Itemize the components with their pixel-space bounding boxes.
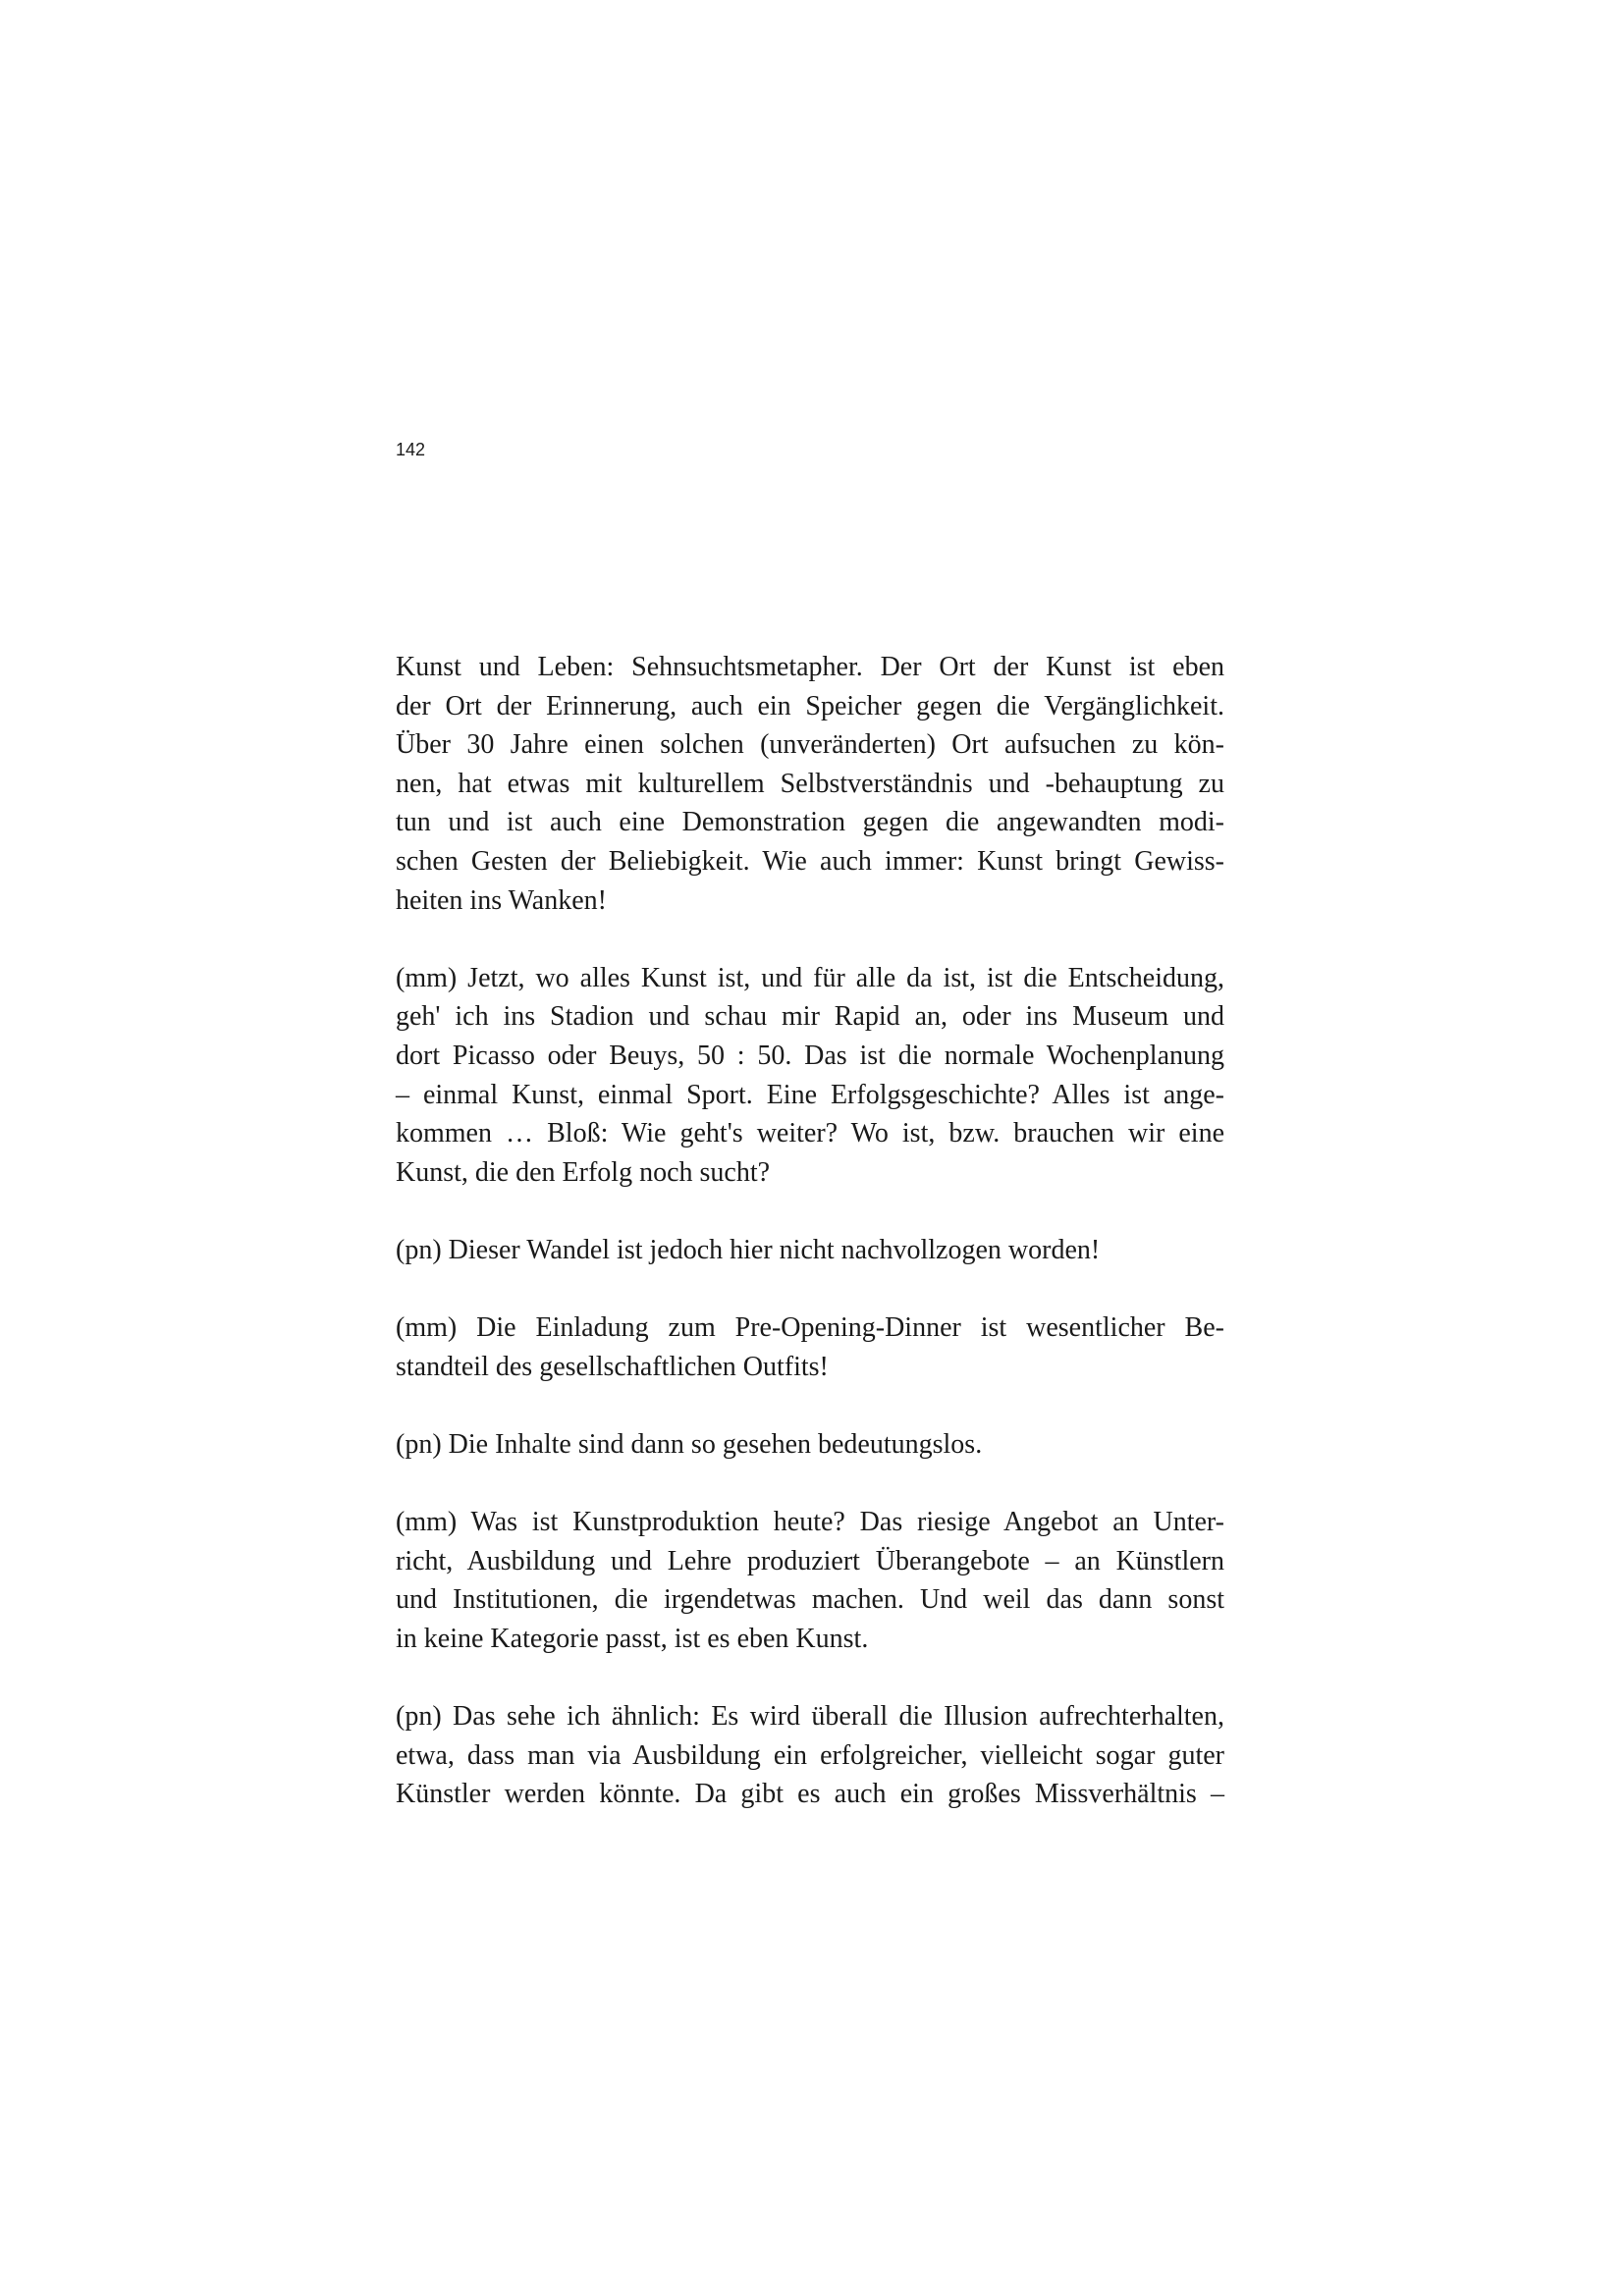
paragraph	[396, 959, 1224, 1193]
text-line: Kunst und Leben: Sehnsuchtsmetapher. Der Ort der Kunst ist eben	[396, 652, 1224, 682]
text-line: in keine Kategorie passt, ist es eben Kunst.	[396, 1623, 869, 1654]
text-line: Über 30 Jahre einen solchen (unveränderten) Ort aufsuchen zu kön-	[396, 729, 1224, 761]
text-line: richt, Ausbildung und Lehre produziert Überangebote – an Künstlern	[396, 1545, 1224, 1576]
text-line: nen, hat etwas mit kulturellem Selbstverständnis und -behauptung zu	[396, 768, 1224, 799]
paragraph	[396, 648, 1224, 920]
text-line: Kunst, die den Erfolg noch sucht?	[396, 1156, 771, 1188]
paragraph	[396, 1308, 1224, 1386]
paragraph	[396, 1425, 1224, 1465]
paragraph	[396, 1231, 1224, 1270]
text-line: schen Gesten der Beliebigkeit. Wie auch immer: Kunst bringt Gewiss-	[396, 845, 1224, 877]
text-line: dort Picasso oder Beuys, 50 : 50. Das ist die normale Wochenplanung	[396, 1040, 1224, 1071]
page-number: 142	[396, 440, 426, 459]
text-line: (mm) Was ist Kunstproduktion heute? Das riesige Angebot an Unter-	[396, 1507, 1224, 1538]
text-line: geh' ich ins Stadion und schau mir Rapid an, oder ins Museum und	[396, 1001, 1224, 1033]
text-line: (pn) Dieser Wandel ist jedoch hier nicht nachvollzogen worden!	[396, 1234, 1101, 1265]
text-line: Künstler werden könnte. Da gibt es auch ein großes Missverhältnis –	[396, 1779, 1224, 1810]
text-line: (pn) Das sehe ich ähnlich: Es wird überall die Illusion aufrechterhalten,	[396, 1701, 1224, 1733]
text-line: tun und ist auch eine Demonstration gegen die angewandten modi-	[396, 807, 1224, 838]
body-text	[396, 648, 1224, 1852]
text-line: (pn) Die Inhalte sind dann so gesehen bedeutungslos.	[396, 1428, 983, 1460]
text-line: etwa, dass man via Ausbildung ein erfolgreicher, vielleicht sogar guter	[396, 1739, 1224, 1771]
text-line: (mm) Jetzt, wo alles Kunst ist, und für alle da ist, ist die Entscheidung,	[396, 962, 1224, 993]
paragraph	[396, 1697, 1224, 1814]
text-line: heiten ins Wanken!	[396, 884, 607, 916]
text-line: der Ort der Erinnerung, auch ein Speicher gegen die Vergänglichkeit.	[396, 690, 1224, 721]
text-line: (mm) Die Einladung zum Pre-Opening-Dinner ist wesentlicher Be-	[396, 1312, 1224, 1344]
text-line: – einmal Kunst, einmal Sport. Eine Erfolgsgeschichte? Alles ist ange-	[396, 1079, 1224, 1110]
text-line: und Institutionen, die irgendetwas machen. Und weil das dann sonst	[396, 1584, 1224, 1616]
paragraph	[396, 1503, 1224, 1658]
text-line: standteil des gesellschaftlichen Outfits!	[396, 1351, 829, 1382]
text-line: kommen … Bloß: Wie geht's weiter? Wo ist, bzw. brauchen wir eine	[396, 1118, 1224, 1149]
